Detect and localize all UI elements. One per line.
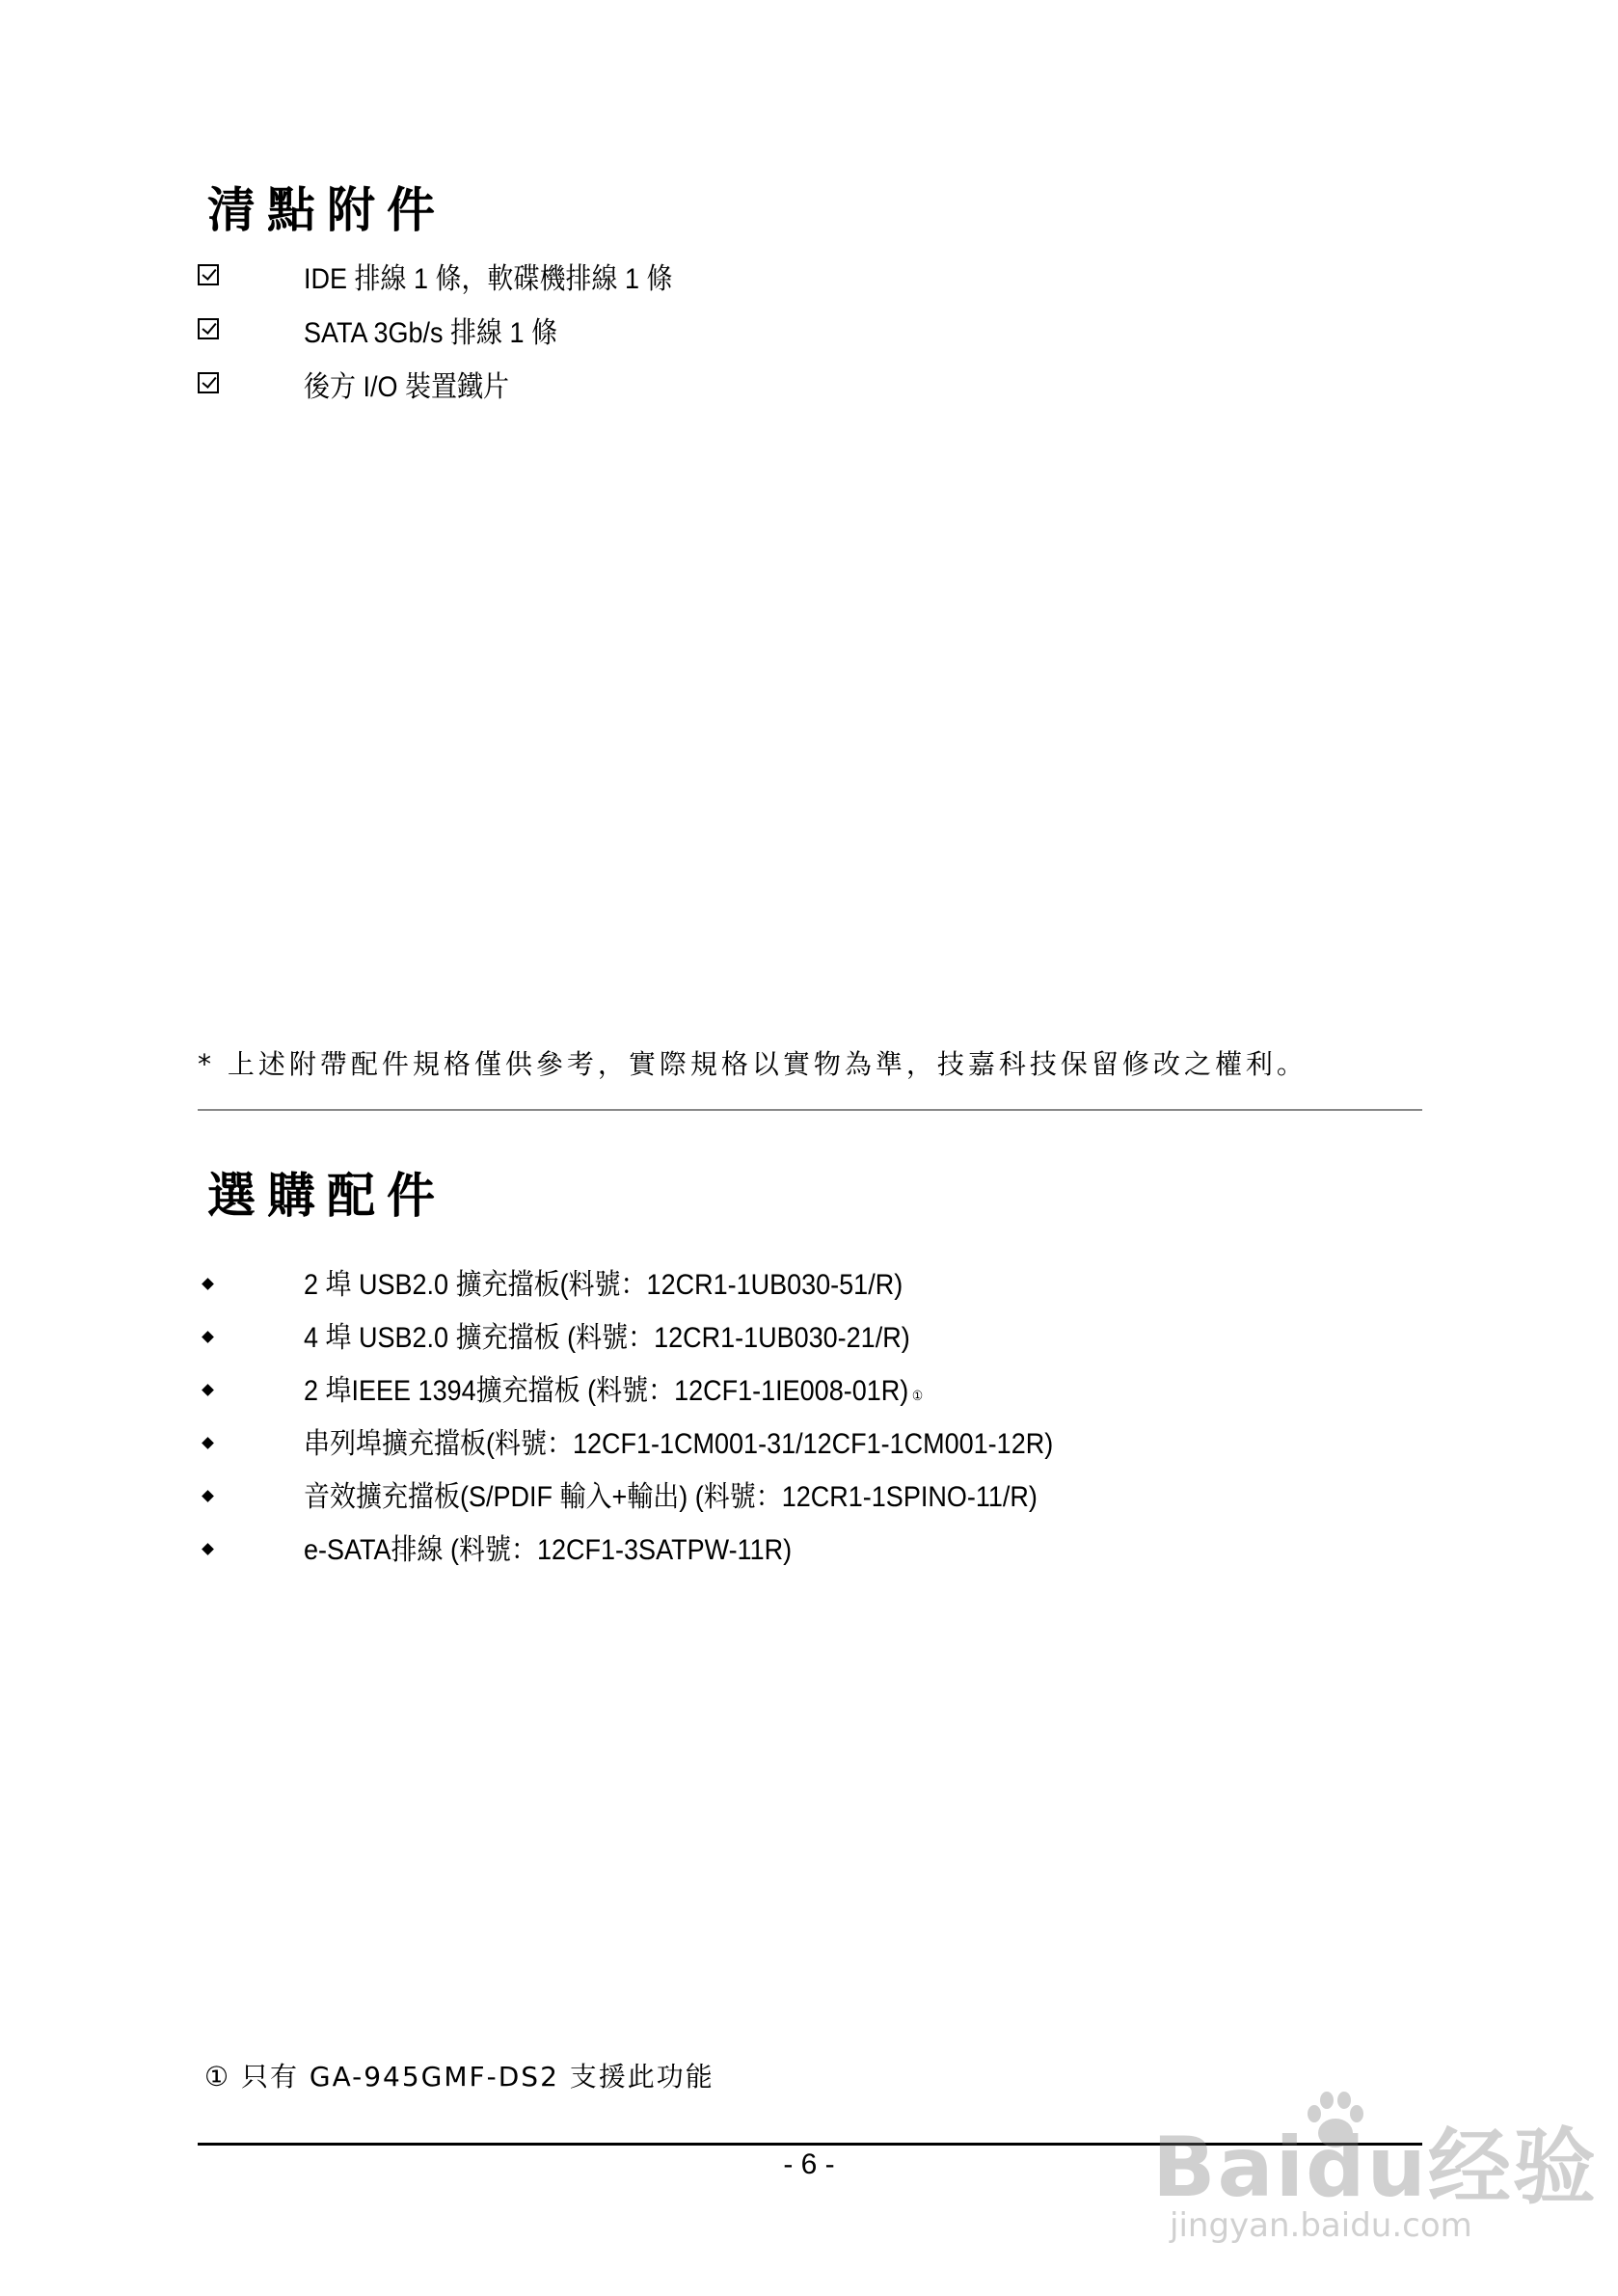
diamond-bullet-icon bbox=[202, 1331, 214, 1343]
diamond-bullet-icon bbox=[202, 1543, 214, 1555]
optional-item-text: 2 埠 USB2.0 擴充擋板(料號：12CR1-1UB030-51/R) bbox=[304, 1269, 903, 1301]
disclaimer-note: * 上述附帶配件規格僅供參考，實際規格以實物為準，技嘉科技保留修改之權利。 bbox=[198, 1048, 1308, 1080]
checklist-item-text: IDE 排線 1 條，軟碟機排線 1 條 bbox=[304, 263, 673, 295]
optional-item-text: 4 埠 USB2.0 擴充擋板 (料號：12CR1-1UB030-21/R) bbox=[304, 1322, 910, 1354]
watermark bbox=[1152, 2071, 1598, 2264]
diamond-bullet-icon bbox=[202, 1278, 214, 1290]
footnote-mark: ① bbox=[911, 1388, 924, 1403]
watermark-brand: Baidu经验 bbox=[1152, 2120, 1598, 2216]
checked-box-icon bbox=[198, 372, 219, 393]
diamond-bullet-icon bbox=[202, 1490, 214, 1502]
divider bbox=[198, 1109, 1422, 1111]
page-number: - 6 - bbox=[783, 2148, 835, 2180]
checklist-title: 清點附件 bbox=[207, 182, 446, 238]
checked-box-icon bbox=[198, 264, 219, 285]
diamond-bullet-icon bbox=[202, 1384, 214, 1396]
optional-item-text: 串列埠擴充擋板(料號：12CF1-1CM001-31/12CF1-1CM001-12R) bbox=[304, 1428, 1054, 1460]
footnote: ① 只有 GA-945GMF-DS2 支援此功能 bbox=[204, 2061, 715, 2093]
checked-box-icon bbox=[198, 318, 219, 339]
watermark-url: jingyan.baidu.com bbox=[1170, 2206, 1472, 2245]
checklist-item-text: 後方 I/O 裝置鐵片 bbox=[304, 371, 510, 403]
diamond-bullet-icon bbox=[202, 1437, 214, 1449]
checklist-item-text: SATA 3Gb/s 排線 1 條 bbox=[304, 317, 558, 349]
optional-item-text: 2 埠IEEE 1394擴充擋板 (料號：12CF1-1IE008-01R) bbox=[304, 1375, 909, 1407]
optional-title: 選購配件 bbox=[207, 1168, 446, 1224]
optional-item-text: 音效擴充擋板(S/PDIF 輸入+輸出) (料號：12CR1-1SPINO-11/R) bbox=[304, 1481, 1038, 1513]
optional-item-text: e-SATA排線 (料號：12CF1-3SATPW-11R) bbox=[304, 1534, 793, 1566]
